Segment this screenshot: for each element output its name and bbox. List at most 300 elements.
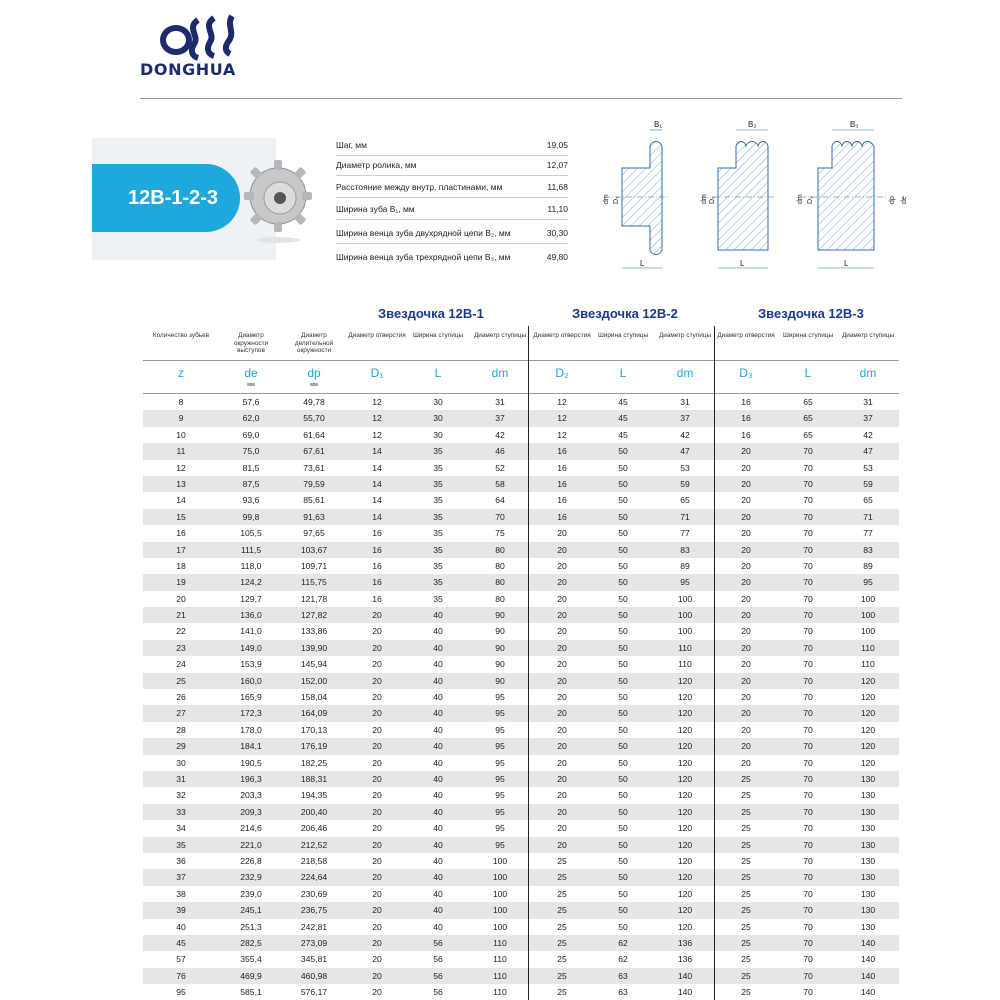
table-cell: 239,0 — [240, 888, 262, 899]
table-cell: 67,61 — [303, 446, 325, 457]
table-cell: 56 — [433, 937, 443, 948]
table-cell: 120 — [677, 741, 693, 752]
table-cell: 14 — [372, 478, 382, 489]
table-cell: 170,13 — [300, 724, 328, 735]
table-cell: 46 — [495, 446, 505, 457]
table-cell: 50 — [618, 823, 628, 834]
product-code: 12B-1-2-3 — [128, 186, 219, 209]
table-cell: 50 — [618, 773, 628, 784]
table-cell: 90 — [495, 642, 505, 653]
spec-label: Ширина венца зуба двухрядной цепи B₂, мм — [336, 228, 511, 238]
table-cell: 70 — [803, 642, 813, 653]
table-cell: 25 — [557, 921, 567, 932]
table-cell: 196,3 — [240, 773, 262, 784]
spec-divider — [336, 197, 568, 198]
table-cell: 79,59 — [303, 478, 325, 489]
table-cell: 37 — [863, 413, 873, 424]
table-row — [143, 558, 899, 574]
table-cell: 130 — [860, 905, 876, 916]
table-cell: 20 — [372, 921, 382, 932]
table-cell: 120 — [860, 757, 876, 768]
drawing-label-dp: dp — [889, 196, 896, 204]
spec-value: 11,68 — [547, 182, 568, 192]
table-cell: 31 — [863, 397, 873, 407]
table-cell: 95 — [495, 839, 505, 850]
table-cell: 25 — [741, 970, 751, 981]
table-cell: 56 — [433, 970, 443, 981]
table-cell: 70 — [803, 511, 813, 522]
table-cell: 75 — [495, 528, 505, 539]
table-cell: 182,25 — [300, 757, 328, 768]
table-cell: 130 — [860, 888, 876, 899]
table-cell: 12 — [557, 397, 567, 407]
column-title: Диаметр окружности выступов — [233, 332, 269, 355]
table-cell: 90 — [495, 610, 505, 621]
table-cell: 50 — [618, 560, 628, 571]
table-cell: 158,04 — [300, 692, 328, 703]
table-row — [143, 492, 899, 508]
group-divider-2 — [714, 326, 715, 1000]
sprocket-cross-section-drawing — [594, 118, 914, 278]
table-cell: 29 — [176, 741, 186, 752]
table-cell: 129,7 — [240, 593, 262, 604]
table-cell: 178,0 — [240, 724, 262, 735]
table-cell: 11 — [176, 446, 186, 457]
table-cell: 70 — [803, 708, 813, 719]
drawing-label-l1: L — [640, 259, 645, 268]
table-row — [143, 623, 899, 639]
table-cell: 25 — [557, 872, 567, 883]
table-cell: 40 — [433, 610, 443, 621]
table-cell: 19 — [176, 577, 186, 588]
table-cell: 127,82 — [300, 610, 328, 621]
column-title: Диаметр отверстия — [717, 332, 775, 339]
table-cell: 70 — [803, 446, 813, 457]
table-cell: 282,5 — [240, 937, 262, 948]
table-cell: 70 — [803, 773, 813, 784]
table-cell: 20 — [741, 692, 751, 703]
table-cell: 59 — [680, 478, 690, 489]
table-cell: 130 — [860, 806, 876, 817]
table-cell: 70 — [803, 528, 813, 539]
table-cell: 20 — [372, 790, 382, 801]
sprocket-photo — [240, 152, 316, 244]
table-cell: 45 — [176, 937, 186, 948]
table-cell: 70 — [803, 888, 813, 899]
table-cell: 100 — [677, 593, 693, 604]
drawing-label-d3: D₃ — [807, 196, 814, 204]
table-cell: 30 — [433, 429, 443, 440]
table-cell: 70 — [495, 511, 505, 522]
table-cell: 95 — [495, 724, 505, 735]
table-cell: 172,3 — [240, 708, 262, 719]
table-cell: 20 — [372, 970, 382, 981]
table-cell: 20 — [372, 773, 382, 784]
table-cell: 145,94 — [300, 659, 328, 670]
table-cell: 25 — [741, 987, 751, 998]
table-cell: 184,1 — [240, 741, 262, 752]
table-cell: 50 — [618, 806, 628, 817]
table-cell: 20 — [372, 610, 382, 621]
column-title: Диаметр делительной окружности — [294, 332, 334, 355]
table-row — [143, 820, 899, 836]
table-cell: 50 — [618, 888, 628, 899]
drawing-label-dm1: dm — [603, 194, 610, 204]
table-cell: 50 — [618, 495, 628, 506]
table-cell: 47 — [863, 446, 873, 457]
table-cell: 83 — [863, 544, 873, 555]
drawing-label-b2: B₂ — [748, 120, 757, 129]
table-cell: 120 — [677, 790, 693, 801]
table-cell: 273,09 — [300, 937, 328, 948]
table-cell: 63 — [618, 987, 628, 998]
column-title: Ширина ступицы — [597, 332, 649, 339]
table-cell: 120 — [677, 757, 693, 768]
table-cell: 20 — [557, 757, 567, 768]
column-symbol: D₁ — [370, 366, 384, 380]
table-cell: 153,9 — [240, 659, 262, 670]
table-cell: 50 — [618, 741, 628, 752]
table-cell: 130 — [860, 823, 876, 834]
table-cell: 100 — [677, 626, 693, 637]
table-cell: 16 — [741, 429, 751, 440]
table-cell: 120 — [677, 692, 693, 703]
spec-divider — [336, 155, 568, 156]
table-cell: 14 — [176, 495, 186, 506]
table-cell: 120 — [860, 692, 876, 703]
table-cell: 110 — [493, 987, 507, 998]
table-cell: 20 — [372, 659, 382, 670]
table-cell: 95 — [495, 692, 505, 703]
table-cell: 14 — [372, 462, 382, 473]
table-cell: 176,19 — [300, 741, 328, 752]
table-row — [143, 574, 899, 590]
table-cell: 16 — [176, 528, 186, 539]
table-cell: 20 — [557, 692, 567, 703]
table-cell: 69,0 — [242, 429, 260, 440]
table-cell: 24 — [176, 659, 186, 670]
table-cell: 20 — [557, 577, 567, 588]
table-cell: 40 — [433, 773, 443, 784]
column-title: Диаметр ступицы — [841, 332, 895, 339]
table-cell: 140 — [677, 970, 693, 981]
table-cell: 345,81 — [300, 954, 328, 965]
table-row — [143, 443, 899, 459]
table-cell: 20 — [372, 987, 382, 998]
table-cell: 38 — [176, 888, 186, 899]
table-cell: 20 — [557, 528, 567, 539]
table-cell: 120 — [677, 773, 693, 784]
table-cell: 40 — [433, 675, 443, 686]
table-cell: 12 — [176, 462, 186, 473]
table-cell: 20 — [557, 724, 567, 735]
table-cell: 42 — [680, 429, 690, 440]
table-cell: 20 — [557, 708, 567, 719]
table-cell: 194,35 — [300, 790, 328, 801]
table-row — [143, 476, 899, 492]
table-cell: 188,31 — [300, 773, 328, 784]
table-cell: 71 — [863, 511, 873, 522]
table-cell: 53 — [680, 462, 690, 473]
table-cell: 100 — [677, 610, 693, 621]
table-cell: 40 — [433, 741, 443, 752]
table-row — [143, 640, 899, 656]
table-cell: 20 — [557, 642, 567, 653]
table-row — [143, 853, 899, 869]
table-cell: 110 — [493, 937, 507, 948]
spec-row — [336, 160, 568, 170]
table-cell: 118,0 — [240, 560, 262, 571]
table-cell: 83 — [680, 544, 690, 555]
table-cell: 64 — [495, 495, 505, 506]
table-cell: 76 — [176, 970, 186, 981]
table-cell: 62 — [618, 937, 628, 948]
column-symbol: dm — [491, 366, 509, 380]
table-row — [143, 787, 899, 803]
table-cell: 70 — [803, 741, 813, 752]
table-cell: 25 — [557, 970, 567, 981]
table-cell: 20 — [557, 560, 567, 571]
table-cell: 585,1 — [240, 987, 262, 998]
table-cell: 120 — [860, 724, 876, 735]
table-cell: 45 — [618, 429, 628, 440]
table-row — [143, 394, 899, 410]
table-cell: 120 — [677, 708, 693, 719]
drawing-label-de: de — [901, 196, 908, 204]
table-cell: 80 — [495, 560, 505, 571]
table-cell: 110 — [678, 642, 692, 653]
table-cell: 9 — [178, 413, 184, 424]
table-cell: 20 — [741, 626, 751, 637]
table-cell: 20 — [741, 675, 751, 686]
table-cell: 121,78 — [300, 593, 328, 604]
table-cell: 230,69 — [300, 888, 328, 899]
table-cell: 50 — [618, 855, 628, 866]
table-cell: 50 — [618, 528, 628, 539]
table-cell: 576,17 — [300, 987, 328, 998]
table-cell: 50 — [618, 905, 628, 916]
table-cell: 160,0 — [240, 675, 262, 686]
table-cell: 35 — [433, 544, 443, 555]
group-heading-12b-2: Звездочка 12B-2 — [572, 306, 678, 321]
column-symbol: z — [178, 366, 184, 380]
column-symbol: D₂ — [555, 366, 569, 380]
table-cell: 99,8 — [242, 511, 260, 522]
table-cell: 120 — [677, 675, 693, 686]
table-cell: 37 — [176, 872, 186, 883]
spec-label: Ширина зуба B₁, мм — [336, 204, 415, 214]
table-cell: 61,64 — [303, 429, 325, 440]
table-cell: 23 — [176, 642, 186, 653]
table-cell: 70 — [803, 921, 813, 932]
table-cell: 20 — [741, 511, 751, 522]
table-cell: 65 — [680, 495, 690, 506]
table-cell: 90 — [495, 659, 505, 670]
table-cell: 140 — [677, 987, 693, 998]
table-cell: 21 — [176, 610, 186, 621]
table-cell: 120 — [677, 806, 693, 817]
table-cell: 20 — [372, 642, 382, 653]
table-cell: 65 — [803, 397, 813, 407]
table-cell: 70 — [803, 462, 813, 473]
table-cell: 65 — [803, 429, 813, 440]
column-title: Ширина ступицы — [782, 332, 834, 339]
table-cell: 57,6 — [242, 397, 260, 407]
table-cell: 20 — [557, 839, 567, 850]
table-row — [143, 460, 899, 476]
table-cell: 16 — [557, 478, 567, 489]
table-cell: 35 — [433, 446, 443, 457]
table-cell: 16 — [372, 560, 382, 571]
table-cell: 25 — [741, 954, 751, 965]
table-cell: 95 — [495, 773, 505, 784]
drawing-label-d1: D₁ — [613, 196, 620, 204]
table-cell: 18 — [176, 560, 186, 571]
table-row — [143, 722, 899, 738]
column-unit: мм — [310, 382, 318, 388]
table-cell: 50 — [618, 724, 628, 735]
table-cell: 95 — [176, 987, 186, 998]
table-cell: 75,0 — [242, 446, 260, 457]
table-cell: 70 — [803, 610, 813, 621]
table-cell: 13 — [176, 478, 186, 489]
column-symbol: de — [244, 366, 258, 380]
table-cell: 50 — [618, 462, 628, 473]
table-cell: 20 — [741, 544, 751, 555]
table-cell: 25 — [741, 888, 751, 899]
table-cell: 70 — [803, 905, 813, 916]
table-cell: 20 — [372, 626, 382, 637]
table-cell: 20 — [557, 593, 567, 604]
table-cell: 40 — [433, 921, 443, 932]
table-cell: 14 — [372, 511, 382, 522]
table-cell: 56 — [433, 987, 443, 998]
table-cell: 37 — [495, 413, 505, 424]
table-cell: 20 — [557, 626, 567, 637]
table-cell: 39 — [176, 905, 186, 916]
spec-value: 12,07 — [546, 160, 568, 170]
table-row — [143, 771, 899, 787]
table-cell: 20 — [741, 757, 751, 768]
header-divider — [140, 98, 902, 99]
table-cell: 226,8 — [240, 855, 262, 866]
table-cell: 95 — [495, 790, 505, 801]
table-cell: 40 — [433, 642, 443, 653]
table-cell: 85,61 — [303, 495, 325, 506]
table-cell: 70 — [803, 954, 813, 965]
spec-row — [336, 204, 568, 214]
table-cell: 136,0 — [240, 610, 262, 621]
table-cell: 224,64 — [300, 872, 328, 883]
table-cell: 12 — [372, 413, 382, 424]
table-cell: 164,09 — [300, 708, 328, 719]
table-cell: 70 — [803, 855, 813, 866]
table-row — [143, 673, 899, 689]
table-cell: 20 — [741, 446, 751, 457]
table-cell: 70 — [803, 724, 813, 735]
table-cell: 103,67 — [300, 544, 328, 555]
table-row — [143, 919, 899, 935]
table-cell: 49,78 — [303, 397, 325, 407]
table-cell: 25 — [741, 823, 751, 834]
table-cell: 20 — [741, 462, 751, 473]
table-row — [143, 804, 899, 820]
table-cell: 77 — [863, 528, 873, 539]
table-cell: 15 — [176, 511, 186, 522]
table-cell: 16 — [372, 528, 382, 539]
table-cell: 20 — [741, 478, 751, 489]
table-cell: 50 — [618, 610, 628, 621]
table-cell: 70 — [803, 478, 813, 489]
table-cell: 149,0 — [240, 642, 262, 653]
table-cell: 206,46 — [300, 823, 328, 834]
table-cell: 460,98 — [300, 970, 328, 981]
table-cell: 25 — [176, 675, 186, 686]
group-heading-12b-3: Звездочка 12B-3 — [758, 306, 864, 321]
table-cell: 55,70 — [303, 413, 325, 424]
table-cell: 31 — [495, 397, 505, 407]
table-cell: 50 — [618, 659, 628, 670]
table-cell: 33 — [176, 806, 186, 817]
table-cell: 130 — [860, 839, 876, 850]
table-cell: 190,5 — [240, 757, 262, 768]
table-cell: 20 — [741, 610, 751, 621]
table-cell: 50 — [618, 626, 628, 637]
table-cell: 77 — [680, 528, 690, 539]
table-cell: 40 — [433, 839, 443, 850]
drawing-label-b3: B₃ — [850, 120, 859, 129]
table-cell: 12 — [557, 413, 567, 424]
table-cell: 120 — [677, 921, 693, 932]
table-cell: 50 — [618, 692, 628, 703]
table-cell: 20 — [557, 741, 567, 752]
table-cell: 20 — [372, 855, 382, 866]
column-symbol: D₃ — [739, 366, 753, 380]
table-cell: 65 — [803, 413, 813, 424]
table-cell: 120 — [677, 724, 693, 735]
table-cell: 140 — [860, 954, 876, 965]
table-cell: 40 — [433, 659, 443, 670]
table-cell: 242,81 — [300, 921, 328, 932]
table-cell: 30 — [433, 413, 443, 424]
table-cell: 100 — [492, 921, 508, 932]
table-cell: 140 — [860, 987, 876, 998]
table-cell: 37 — [680, 413, 690, 424]
table-row — [143, 410, 899, 426]
table-cell: 120 — [677, 839, 693, 850]
column-symbol: L — [619, 366, 627, 380]
table-cell: 130 — [860, 855, 876, 866]
table-cell: 25 — [557, 888, 567, 899]
table-cell: 16 — [372, 544, 382, 555]
column-title: Диаметр ступицы — [658, 332, 712, 339]
table-cell: 17 — [176, 544, 186, 555]
table-cell: 42 — [863, 429, 873, 440]
table-cell: 133,86 — [300, 626, 328, 637]
table-cell: 20 — [372, 954, 382, 965]
table-cell: 214,6 — [240, 823, 262, 834]
table-cell: 20 — [372, 708, 382, 719]
table-cell: 50 — [618, 839, 628, 850]
table-cell: 120 — [677, 905, 693, 916]
table-cell: 120 — [860, 675, 876, 686]
table-cell: 25 — [557, 954, 567, 965]
table-cell: 40 — [433, 790, 443, 801]
spec-row — [336, 252, 568, 262]
table-cell: 95 — [680, 577, 690, 588]
table-cell: 50 — [618, 790, 628, 801]
column-symbol: L — [434, 366, 442, 380]
